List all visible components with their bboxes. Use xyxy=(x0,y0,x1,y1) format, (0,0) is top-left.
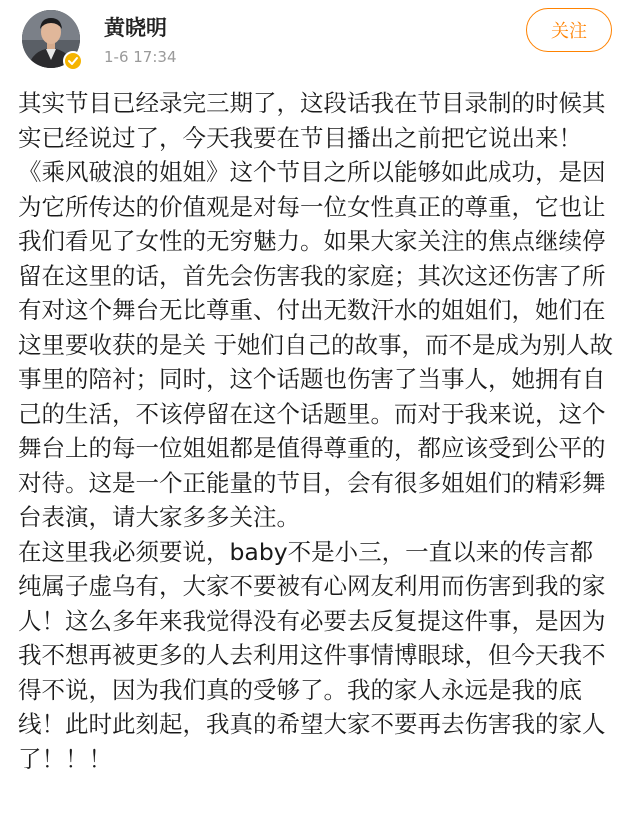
post-timestamp: 1-6 17:34 xyxy=(104,48,177,66)
author-name[interactable]: 黄晓明 xyxy=(104,16,167,40)
post-header xyxy=(0,0,628,80)
follow-button[interactable]: 关注 xyxy=(526,8,612,52)
post-paragraph: 在这里我必须要说，baby不是小三，一直以来的传言都纯属子虚乌有，大家不要被有心网友利用而伤害到我的家人！这么多年来我觉得没有必要去反复提这件事，是因为我不想再被更多的人去利用这件事情博眼球，但今天我不得不说，因为我们真的受够了。我的家人永远是我的底线！此时此刻起，我真的希望大家不要再去伤害我的家人了！！！ xyxy=(18,537,606,773)
post-text xyxy=(18,86,614,776)
post-paragraph: 其实节目已经录完三期了，这段话我在节目录制的时候其实已经说过了，今天我要在节目播出之前把它说出来！《乘风破浪的姐姐》这个节目之所以能够如此成功，是因为它所传达的价值观是对每一位女性真正的尊重，它也让我们看见了女性的无穷魅力。如果大家关注的焦点继续停留在这里的话，首先会伤害我的家庭；其次这还伤害了所有对这个舞台无比尊重、付出无数汗水的姐姐们，她们在这里要收获的是关 于她们自己的故事，而不是成为别人故事里的陪衬；同时，这个话题也伤害了当事人，她拥有自己的生活，不该停留在这个话题里。而对于我来说，这个舞台上的每一位姐姐都是值得尊重的，都应该受到公平的对待。这是一个正能量的节目，会有很多姐姐们的精彩舞台表演，请大家多多关注。 xyxy=(18,89,613,531)
avatar[interactable] xyxy=(22,10,80,68)
verified-badge-icon xyxy=(63,51,83,71)
